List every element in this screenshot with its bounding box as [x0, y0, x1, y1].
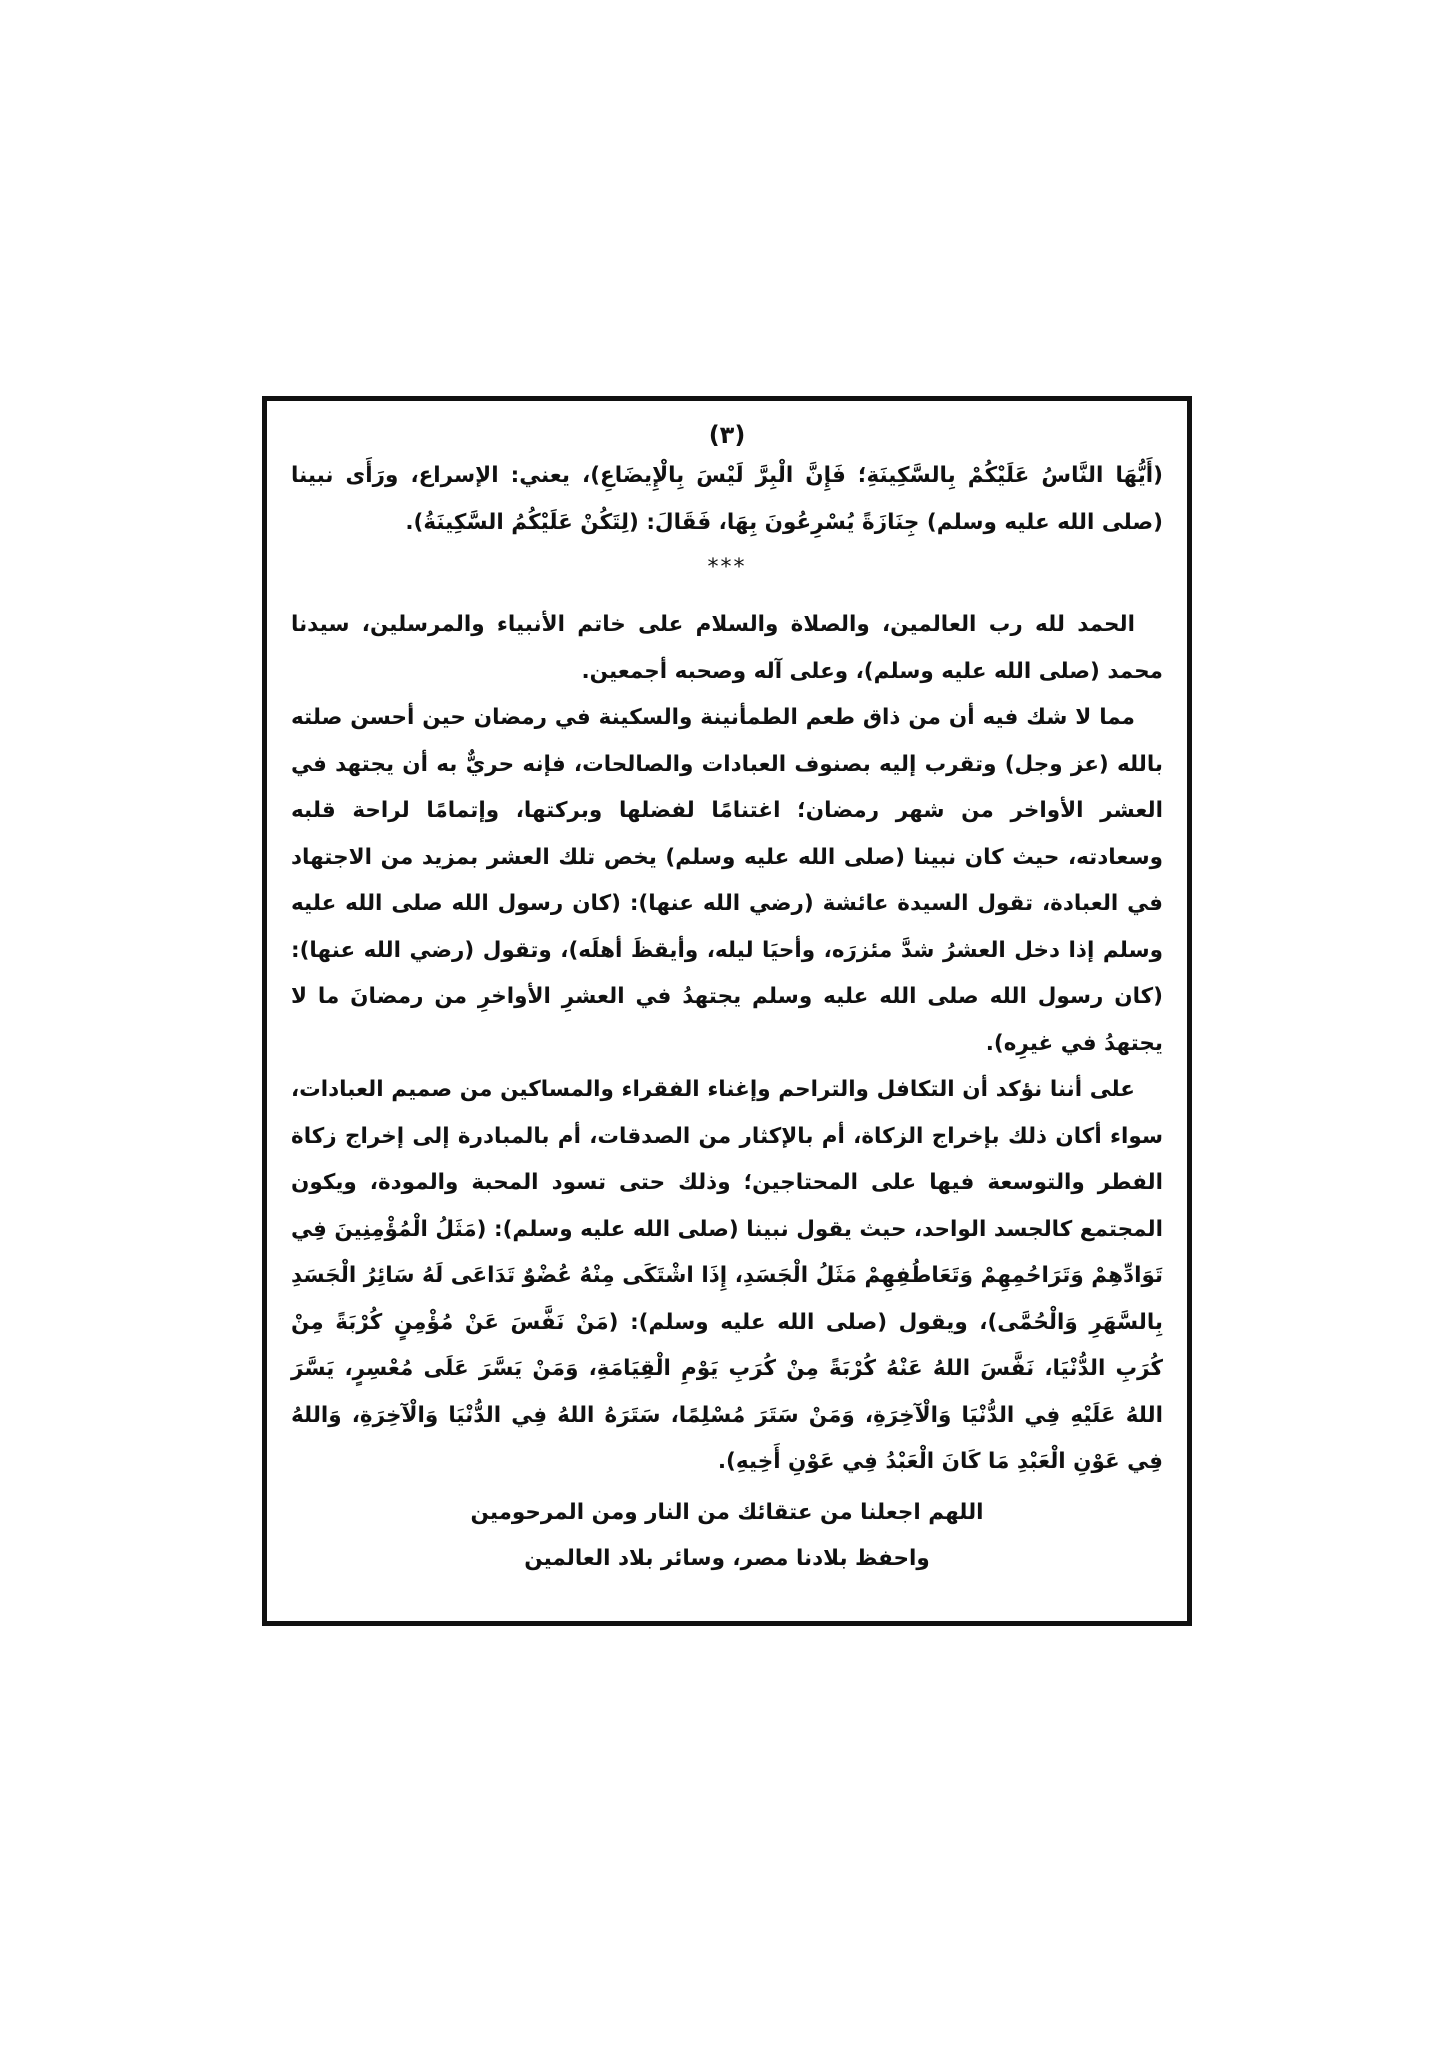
section-separator: ***: [707, 555, 747, 580]
closing-dua: [291, 1490, 1163, 1583]
dua-line: اللهم اجعلنا من عتقائك من النار ومن المرحومين: [470, 1499, 984, 1525]
page-number: (٣): [708, 421, 746, 449]
paragraph-solidarity: على أننا نؤكد أن التكافل والتراحم وإغناء الفقراء والمساكين من صميم العبادات، سواء أكان ذلك بإخراج الزكاة، أم بالإكثار من الصدقات، أم بالمبادرة إلى إخراج زكاة الفطر والتوسعة فيها على المحتاجين؛ وذلك حتى تسود المحبة والمودة، ويكون المجتمع كالجسد الواحد، حيث يقول نبينا (صلى الله عليه وسلم): (مَثَلُ الْمُؤْمِنِينَ فِي تَوَادِّهِمْ وَتَرَاحُمِهِمْ وَتَعَاطُفِهِمْ مَثَلُ الْجَسَدِ، إِذَا اشْتَكَى مِنْهُ عُضْوٌ تَدَاعَى لَهُ سَائِرُ الْجَسَدِ بِالسَّهَرِ وَالْحُمَّى)، ويقول (صلى الله عليه وسلم): (مَنْ نَفَّسَ عَنْ مُؤْمِنٍ كُرْبَةً مِنْ كُرَبِ الدُّنْيَا، نَفَّسَ اللهُ عَنْهُ كُرْبَةً مِنْ كُرَبِ يَوْمِ الْقِيَامَةِ، وَمَنْ يَسَّرَ عَلَى مُعْسِرٍ، يَسَّرَ اللهُ عَلَيْهِ فِي الدُّنْيَا وَالْآخِرَةِ، وَمَنْ سَتَرَ مُسْلِمًا، سَتَرَهُ اللهُ فِي الدُّنْيَا وَالْآخِرَةِ، وَاللهُ فِي عَوْنِ الْعَبْدِ مَا كَانَ الْعَبْدُ فِي عَوْنِ أَخِيهِ).: [291, 1077, 1163, 1474]
opening-paragraph: (أَيُّهَا النَّاسُ عَلَيْكُمْ بِالسَّكِينَةِ؛ فَإِنَّ الْبِرَّ لَيْسَ بِالْإِيضَاعِ)، يعني: الإسراع، ورَأَى نبينا (صلى الله عليه وسلم) جِنَازَةً يُسْرِعُونَ بِهَا، فَقَالَ: (لِتَكُنْ عَلَيْكُمُ السَّكِينَةُ).: [291, 463, 1163, 535]
document-frame: [262, 396, 1192, 1626]
paragraph-praise: الحمد لله رب العالمين، والصلاة والسلام على خاتم الأنبياء والمرسلين، سيدنا محمد (صلى الله عليه وسلم)، وعلى آله وصحبه أجمعين.: [291, 612, 1163, 684]
paragraph-last-ten-nights: مما لا شك فيه أن من ذاق طعم الطمأنينة والسكينة في رمضان حين أحسن صلته بالله (عز وجل) وتقرب إليه بصنوف العبادات والصالحات، فإنه حريٌّ به أن يجتهد في العشر الأواخر من شهر رمضان؛ اغتنامًا لفضلها وبركتها، وإتمامًا لراحة قلبه وسعادته، حيث كان نبينا (صلى الله عليه وسلم) يخص تلك العشر بمزيد من الاجتهاد في العبادة، تقول السيدة عائشة (رضي الله عنها): (كان رسول الله صلى الله عليه وسلم إذا دخل العشرُ شدَّ مئزرَه، وأحيَا ليله، وأيقظَ أهلَه)، وتقول (رضي الله عنها): (كان رسول الله صلى الله عليه وسلم يجتهدُ في العشرِ الأواخرِ من رمضانَ ما لا يجتهدُ في غيرِه).: [291, 705, 1163, 1056]
dua-line: واحفظ بلادنا مصر، وسائر بلاد العالمين: [524, 1546, 930, 1571]
